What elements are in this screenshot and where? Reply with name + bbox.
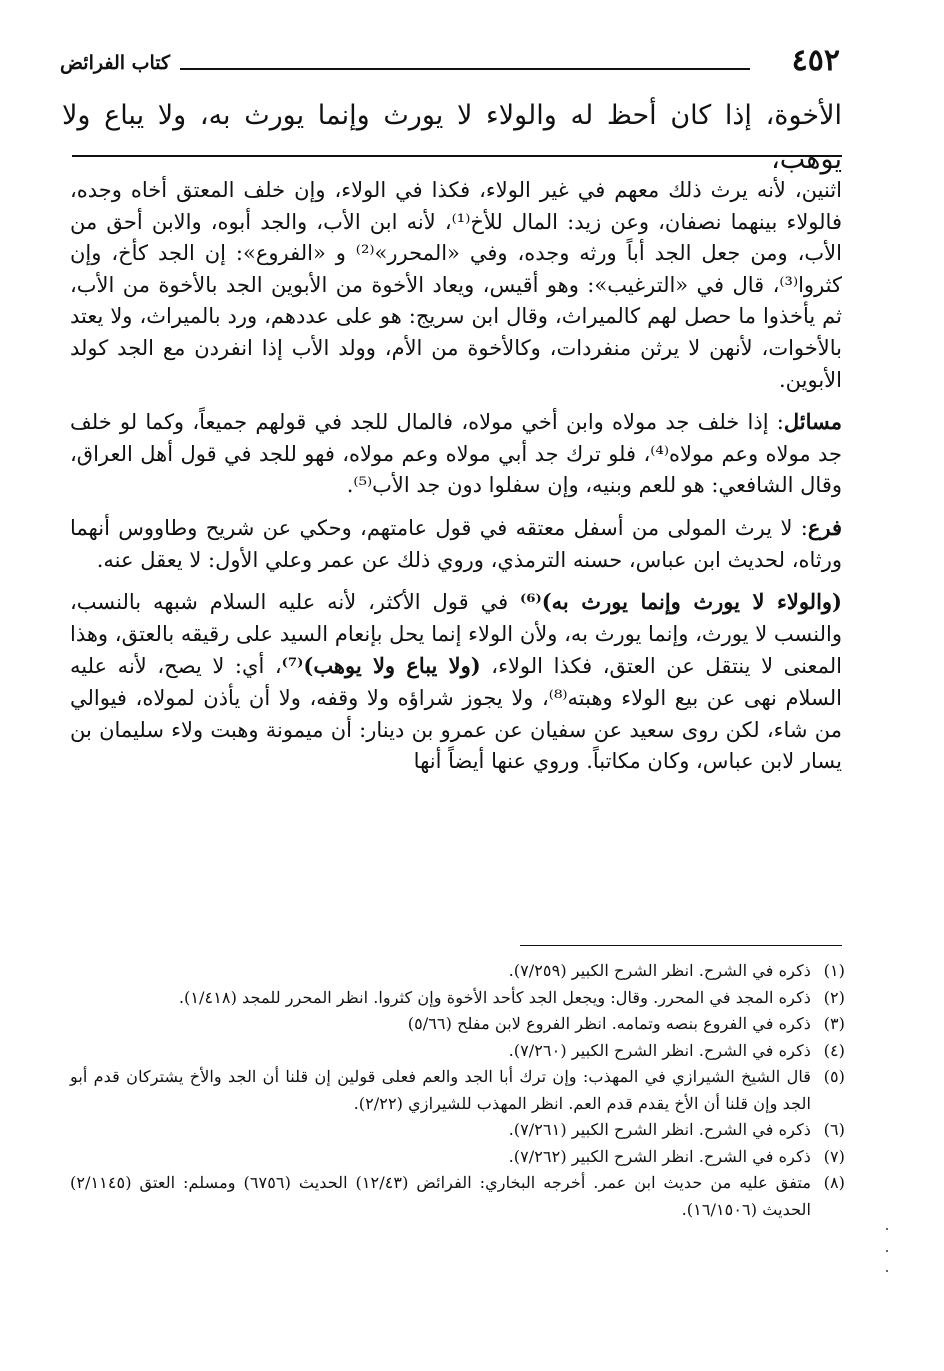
wala-text-1: في قول الأكثر، لأنه عليه السلام شبهه بالنسب، والنسب لا يورث، وإنما يورث به، ولأن الولاء إنما يحل بإنعام السيد على رقيقه بالعتق، وهذا المعنى لا ينتقل عن العتق، فكذا الولاء، — [70, 590, 842, 679]
footnote-number: (٧) — [823, 1146, 845, 1166]
footnote-number: (٥) — [823, 1067, 845, 1086]
far-heading: فرع — [807, 514, 842, 540]
footnote-text: ذكره في الشرح. انظر الشرح الكبير (٧/٢٦٢). — [508, 1146, 811, 1166]
footnote — [70, 1064, 845, 1117]
masail-text: : إذا خلف جد مولاه وابن أخي مولاه، فالمال للجد في قولهم جميعاً، وكما لو خلف جد مولاه وعم مولاه⁽⁴⁾، فلو ترك جد أبي مولاه وعم مولاه، فهو للجد في قول أهل العراق، وقال الشافعي: هو للعم وبنيه، وإن سفلوا دون جد الأب⁽⁵⁾. — [70, 410, 842, 498]
running-head — [60, 44, 840, 78]
footnote-text: ذكره في الشرح. انظر الشرح الكبير (٧/٢٥٩). — [508, 961, 811, 980]
footnote-text: متفق عليه من حديث ابن عمر. أخرجه البخاري: الفرائض (١٢/٤٣) الحديث (٦٧٥٦) ومسلم: العتق (٢/١١٤٥) الحديث (١٦/١٥٠٦). — [70, 1173, 811, 1219]
paragraph-1-text: اثنين، لأنه يرث ذلك معهم في غير الولاء، فكذا في الولاء، وإن خلف المعتق أخاه وجده، فالولاء بينهما نصفان، وعن زيد: المال للأخ⁽¹⁾، لأنه ابن الأب، والجد أبوه، والابن أحق من الأب، ومن جعل الجد أباً ورثه وجده، وفي «المحرر»⁽²⁾ و «الفروع»: إن الجد كأخ، وإن كثروا⁽³⁾، قال في «الترغيب»: وهو أقيس، ويعاد الأخوة من الأبوين الجد بالأخوة من الأب، ثم يأخذوا ما حصل لهم كالميراث، وقال ابن سريج: هو على عددهم، ورد بالميراث، ولا يعتد بالأخوات، لأنهن لا يرثن منفردات، وكالأخوة من الأم، وولد الأب إذا انفردن مع الجد كولد الأبوين. — [70, 178, 842, 392]
footnotes — [70, 958, 845, 1223]
footnote-number: (٦) — [823, 1120, 845, 1139]
footnote-number: (١) — [823, 961, 845, 980]
paragraph-masail — [70, 406, 842, 502]
footnote-number: (٤) — [823, 1040, 845, 1060]
footnote-text: ذكره في الفروع بنصه وتمامه. انظر الفروع لابن مفلح (٥/٦٦) — [407, 1014, 811, 1033]
footnote — [70, 1144, 845, 1171]
matn-quote-2: (ولا يباع ولا يوهب)⁽⁷⁾ — [281, 653, 481, 679]
matn-rule — [72, 155, 842, 157]
footnote-text: ذكره المجد في المحرر. وقال: ويجعل الجد كأحد الأخوة وإن كثروا. انظر المحرر للمجد (١/٤١٨). — [178, 987, 811, 1007]
footnote-text: ذكره في الشرح. انظر الشرح الكبير (٧/٢٦٠). — [508, 1040, 811, 1060]
footnote — [70, 958, 845, 985]
footnote-text: قال الشيخ الشيرازي في المهذب: وإن ترك أبا الجد والعم فعلى قولين إن قلنا أن الجد والأخ يشتركان قدم أبو الجد وإن قلنا أن الأخ يقدم قدم العم. انظر المهذب للشيرازي (٢/٢٢). — [70, 1067, 811, 1113]
matn-quote-1: (والولاء لا يورث وإنما يورث به)⁽⁶⁾ — [520, 589, 842, 615]
far-text: : لا يرث المولى من أسفل معتقه في قول عامتهم، وحكي عن شريح وطاووس أنهما ورثاه، لحديث ابن عباس، حسنه الترمذي، وروي ذلك عن عمر وعلي الأول: لا يعقل عنه. — [70, 515, 842, 572]
footnote — [70, 1011, 845, 1038]
masail-heading: مسائل — [783, 409, 842, 435]
footnote — [70, 1038, 845, 1065]
footnote — [70, 985, 845, 1012]
matn-text: الأخوة، إذا كان أحظ له والولاء لا يورث وإنما يورث به، ولا يباع ولا يوهب، — [62, 100, 842, 175]
scan-speck — [886, 1228, 888, 1230]
commentary-body — [70, 175, 842, 788]
page-number: ٤٥٢ — [791, 43, 840, 78]
footnote-number: (٢) — [823, 987, 845, 1007]
scan-speck — [886, 1270, 888, 1272]
footnote — [70, 1117, 845, 1144]
header-rule — [180, 68, 750, 70]
footnote-text: ذكره في الشرح. انظر الشرح الكبير (٧/٢٦١). — [508, 1120, 811, 1139]
footnote-number: (٨) — [823, 1173, 845, 1192]
book-title: كتاب الفرائض — [60, 52, 171, 74]
paragraph-1 — [70, 175, 842, 396]
paragraph-wala — [70, 586, 842, 778]
paragraph-far — [70, 512, 842, 576]
footnote-number: (٣) — [823, 1014, 845, 1033]
scan-speck — [886, 1250, 888, 1252]
footnote — [70, 1170, 845, 1223]
footnote-rule — [520, 945, 842, 946]
wala-text-2: ، أي: لا يصح، لأنه عليه السلام نهى عن بيع الولاء وهبته⁽⁸⁾، ولا يجوز شراؤه ولا وقفه، ولا أن يأذن لمولاه، فيوالي من شاء، لكن روى سعيد عن سفيان عن عمرو بن دينار: أن ميمونة وهبت ولاء سليمان بن يسار لابن عباس، وكان مكاتباً. وروي عنها أيضاً أنها — [70, 654, 842, 774]
